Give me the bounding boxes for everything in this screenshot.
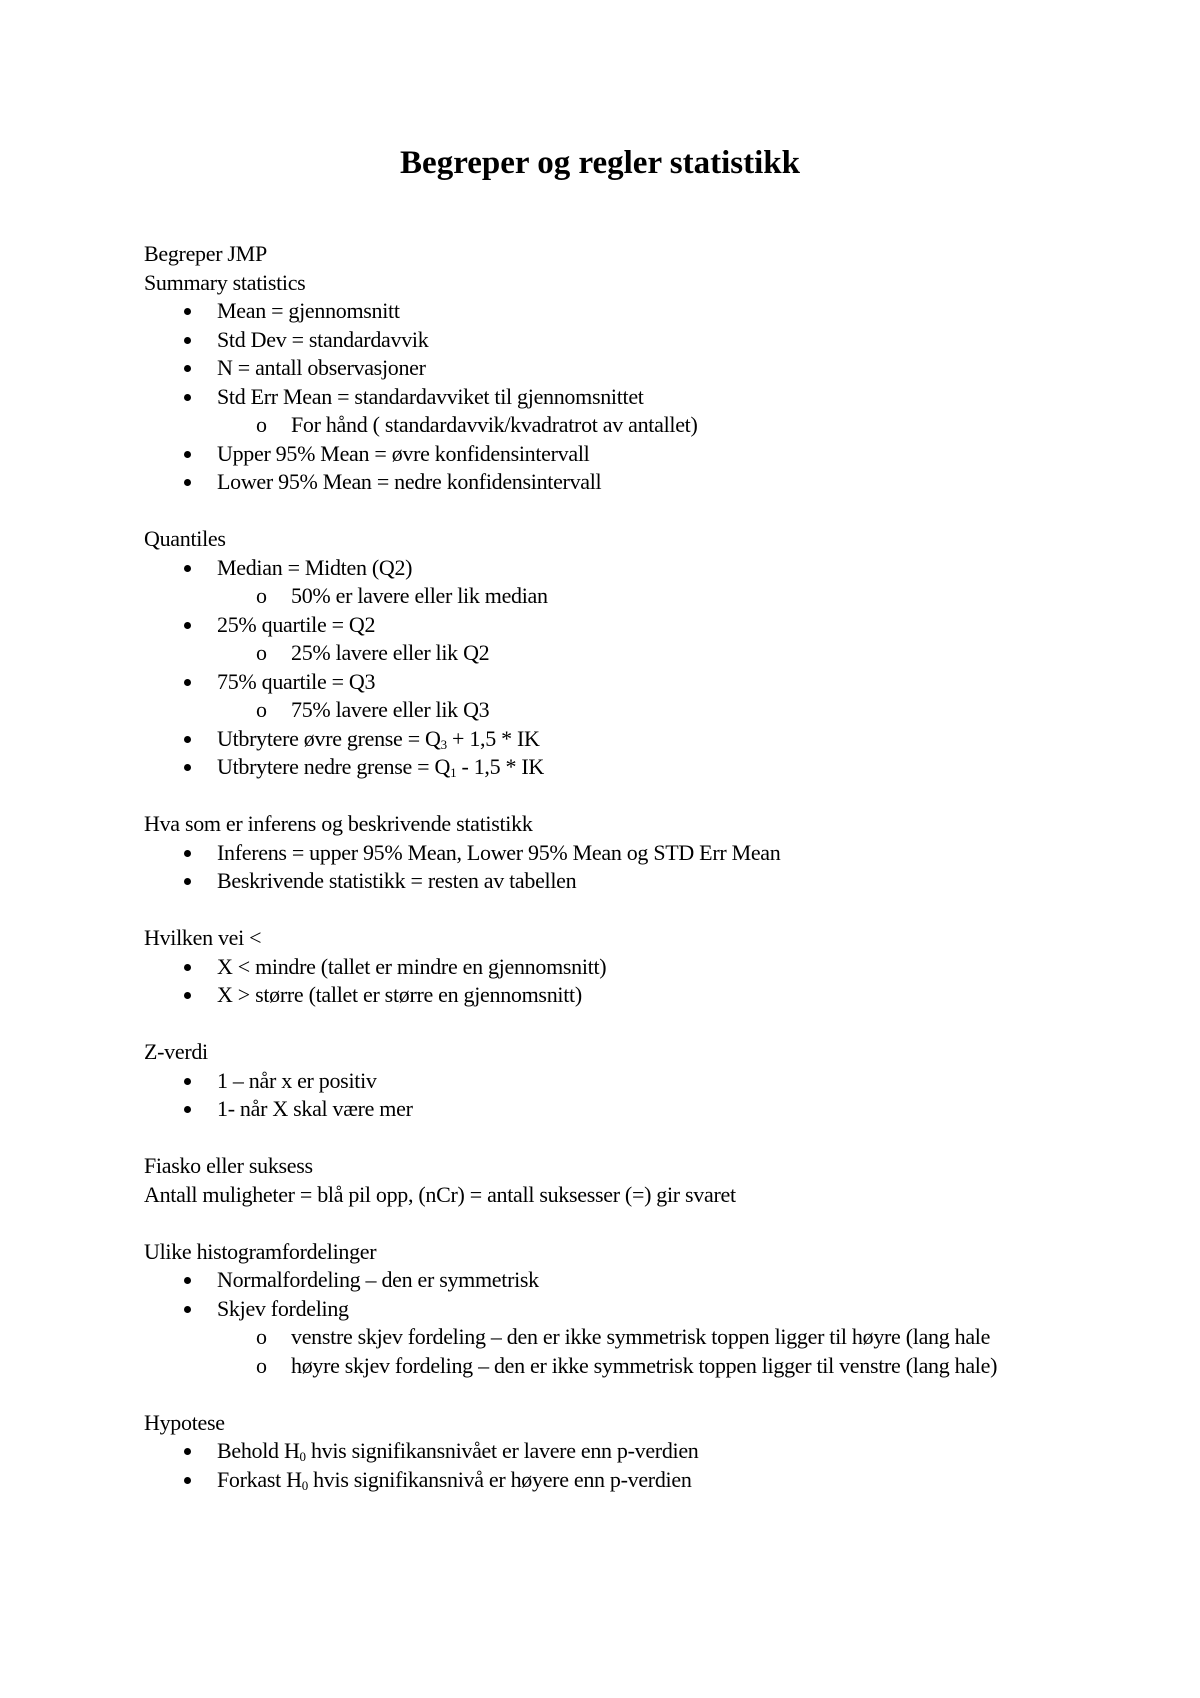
sub-list-item: o 75% lavere eller lik Q3 (144, 696, 1064, 725)
bullet-icon (184, 964, 191, 971)
bullet-icon (184, 365, 191, 372)
section-heading-hvilken: Hvilken vei < (144, 925, 262, 950)
list-item: Inferens = upper 95% Mean, Lower 95% Mean og STD Err Mean (144, 839, 1064, 868)
bullet-icon (184, 850, 191, 857)
list-item: Normalfordeling – den er symmetrisk (144, 1266, 1064, 1295)
list-item: 1- når X skal være mer (144, 1095, 1064, 1124)
bullet-icon (184, 736, 191, 743)
circle-bullet-icon: o (256, 1352, 267, 1378)
list-item: Utbrytere nedre grense = $Q_1 - 1,5$ * IK (144, 753, 1064, 782)
page-title: Begreper og regler statistikk (400, 145, 800, 181)
list-item: 75% quartile = Q3 o 75% lavere eller lik Q3 (144, 668, 1064, 725)
circle-bullet-icon: o (256, 412, 267, 437)
bullet-icon (184, 1277, 191, 1284)
list-item: Beskrivende statistikk = resten av tabellen (144, 867, 1064, 896)
fiasko-text: Antall muligheter = blå pil opp, (nCr) = antall suksesser (=) gir svaret (144, 1181, 736, 1207)
list-item: Forkast $H_0$ hvis signifikansnivå er høyere enn p-verdien (144, 1466, 1064, 1495)
section-subheading-summary: Summary statistics (144, 269, 306, 295)
list-item: X > større (tallet er større en gjennomsnitt) (144, 981, 1064, 1010)
sub-list-item: o For hånd ( standardavvik/kvadratrot av antallet) (144, 411, 1064, 440)
section-heading-inferens: Hva som er inferens og beskrivende statistikk (144, 811, 533, 836)
bullet-icon (184, 1448, 191, 1455)
list-item: N = antall observasjoner (144, 354, 1064, 383)
list-item: Skjev fordeling o venstre skjev fordeling – den er ikke symmetrisk toppen ligger til høyre (lang hale o høyre skjev fordeling – den er ikke symmetrisk toppen ligger til venstre (lang hale) (144, 1295, 1064, 1381)
sub-list-item: o venstre skjev fordeling – den er ikke symmetrisk toppen ligger til høyre (lang hale (144, 1323, 1064, 1352)
circle-bullet-icon: o (256, 640, 267, 665)
list-item: Behold $H_0$ hvis signifikansnivået er lavere enn p-verdien (144, 1437, 1064, 1466)
list-item: Utbrytere øvre grense = $Q_3 + 1,5$ * IK (144, 725, 1064, 754)
bullet-icon (184, 479, 191, 486)
bullet-icon (184, 764, 191, 771)
circle-bullet-icon: o (256, 1324, 267, 1349)
bullet-icon (184, 337, 191, 344)
circle-bullet-icon: o (256, 697, 267, 722)
section-heading-quantiles: Quantiles (144, 526, 226, 551)
list-item: Median = Midten (Q2) o 50% er lavere eller lik median (144, 554, 1064, 611)
sub-list (217, 639, 1064, 668)
bullet-icon (184, 1306, 191, 1313)
sub-list-item: o 25% lavere eller lik Q2 (144, 639, 1064, 668)
list-item: Std Err Mean = standardavviket til gjennomsnittet o For hånd ( standardavvik/kvadratrot av antallet) (144, 383, 1064, 440)
bullet-icon (184, 679, 191, 686)
inferens-list (144, 839, 1064, 896)
bullet-icon (184, 1078, 191, 1085)
list-item: 1 – når x er positiv (144, 1067, 1064, 1096)
list-item: Upper 95% Mean = øvre konfidensintervall (144, 440, 1064, 469)
quantiles-list (144, 554, 1064, 782)
bullet-icon (184, 565, 191, 572)
sub-list-item: o høyre skjev fordeling – den er ikke symmetrisk toppen ligger til venstre (lang hale) (144, 1352, 1064, 1381)
sub-list-item: o 50% er lavere eller lik median (144, 582, 1064, 611)
bullet-icon (184, 451, 191, 458)
hvilken-list (144, 953, 1064, 1010)
section-heading-hypotese: Hypotese (144, 1409, 225, 1435)
hypotese-list (144, 1437, 1064, 1494)
list-item: X < mindre (tallet er mindre en gjennomsnitt) (144, 953, 1064, 982)
list-item: Mean = gjennomsnitt (144, 297, 1064, 326)
summary-statistics-list (144, 297, 1064, 497)
bullet-icon (184, 1106, 191, 1113)
section-heading-zverdi: Z-verdi (144, 1039, 208, 1064)
sub-list (217, 582, 1064, 611)
bullet-icon (184, 394, 191, 401)
section-heading-jmp: Begreper JMP (144, 241, 267, 266)
list-item: Lower 95% Mean = nedre konfidensintervall (144, 468, 1064, 497)
bullet-icon (184, 622, 191, 629)
bullet-icon (184, 308, 191, 315)
section-heading-fiasko: Fiasko eller suksess (144, 1153, 313, 1178)
bullet-icon (184, 1477, 191, 1484)
section-heading-histogram: Ulike histogramfordelinger (144, 1238, 377, 1264)
sub-list (217, 411, 1064, 440)
bullet-icon (184, 878, 191, 885)
sub-list (217, 696, 1064, 725)
bullet-icon (184, 992, 191, 999)
sub-list (217, 1323, 1064, 1380)
list-item: 25% quartile = Q2 o 25% lavere eller lik Q2 (144, 611, 1064, 668)
document-body (144, 240, 1064, 1494)
circle-bullet-icon: o (256, 583, 267, 608)
list-item: Std Dev = standardavvik (144, 326, 1064, 355)
zverdi-list (144, 1067, 1064, 1124)
histogram-list (144, 1266, 1064, 1380)
